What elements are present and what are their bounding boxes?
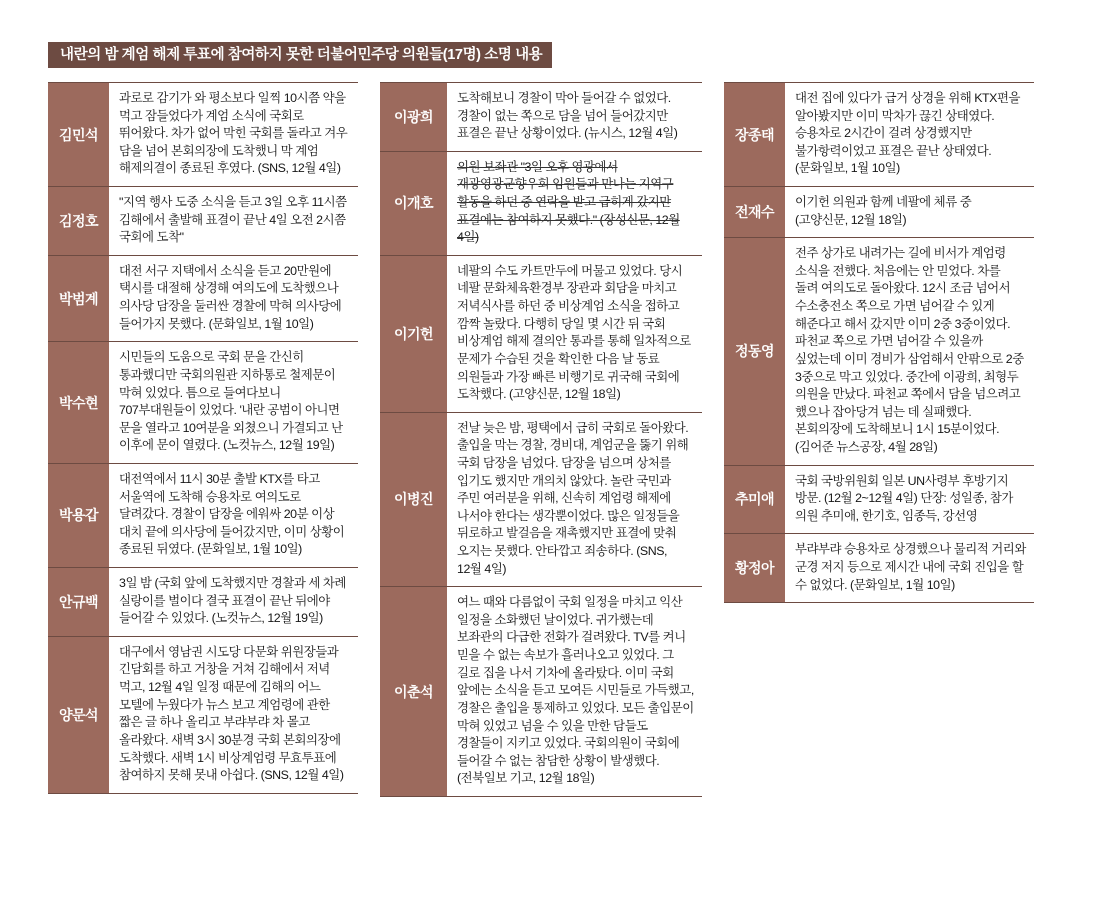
member-name: 이춘석 [380,587,448,796]
table-row [48,464,358,568]
table-columns [48,82,1052,797]
column-1 [48,82,358,794]
member-statement: 과로로 감기가 와 평소보다 일찍 10시쯤 약을 먹고 잠들었다가 계엄 소식에 국회로 뛰어왔다. 차가 없어 막힌 국회를 돌라고 겨우 담을 넘어 본회의장에 도착했니 막 계엄 해제의결이 종료된 후였다. (SNS, 12월 4일) [119,91,348,176]
member-statement: 전날 늦은 밤, 평택에서 급히 국회로 돌아왔다. 출입을 막는 경찰, 경비대, 계엄군을 뚫기 위해 국회 담장을 넘었다. 담장을 넘으며 상처를 입기도 했지만 개의치 않았다. 놀란 국민과 주민 여러분을 위해, 신속히 계엄령 해제에 나서야 한다는 생각뿐이었다. 많은 일정들을 뒤로하고 발걸음을 재촉했지만 표결에 맞춰 오지는 못했다. 안타깝고 죄송하다. (SNS, 12월 4일) [457,420,689,576]
member-name: 김민석 [48,83,110,186]
member-statement: 대전역에서 11시 30분 출발 KTX를 타고 서울역에 도착해 승용차로 여의도로 달려갔다. 경찰이 담장을 에워싸 20분 이상 대치 끝에 의사당에 들어갔지만, 이미 상황이 종료된 뒤였다. (문화일보, 1월 10일) [119,471,345,557]
member-statement: 부랴부랴 승용차로 상경했으나 물리적 거리와 군경 저지 등으로 제시간 내에 국회 진입을 할 수 없었다. (문화일보, 1월 10일) [795,542,1026,592]
member-statement: 3일 밤 (국회 앞에 도착했지만 경찰과 세 차례 실랑이를 벌이다 결국 표결이 끝난 뒤에야 들어갈 수 있었다. (노컷뉴스, 12월 19일) [119,576,346,626]
member-name: 양문석 [48,637,110,793]
table-row [380,256,702,413]
table-row [48,342,358,464]
member-statement: 의원 보좌관 "3일 오후 영광에서 재광영광군향우회 임원들과 만나는 지역구 활동을 하던 중 연락을 받고 급히게 갔지만 표결에는 참여하지 못했다." (장성신문, 12월 4일) [457,159,680,245]
member-statement: "지역 행사 도중 소식을 듣고 3일 오후 11시쯤 김해에서 출발해 표결이 끝난 4일 오전 2시쯤 국회에 도착" [119,195,347,245]
member-statement: 대전 집에 있다가 급거 상경을 위해 KTX편을 알아봤지만 이미 막차가 끊긴 상태였다. 승용차로 2시간이 걸려 상경했지만 불가항력이었고 표결은 끝난 상태였다. (문화일보, 1월 10일) [795,91,1021,176]
member-statement: 여느 때와 다름없이 국회 일정을 마치고 익산 일정을 소화했던 날이었다. 귀가했는데 보좌관의 다급한 전화가 걸려왔다. TV를 켜니 믿을 수 없는 속보가 흘러나오고 있었다. 그 길로 집을 나서 기차에 올라탔다. 이미 국회 앞에는 소식을 듣고 모여든 시민들로 가득했고, 경찰은 출입을 통제하고 있었다. 모든 출입문이 막혀 있었고 넘을 수 있을 만한 담들도 경찰들이 지키고 있었다. 국회의원이 국회에 들어갈 수 없는 참담한 상황이 발생했다. (전북일보 기고, 12월 18일) [457,595,694,786]
table-row [724,534,1034,603]
member-statement: 대구에서 영남권 시도당 다문화 위원장들과 긴담회를 하고 거창을 거쳐 김해에서 저녁 먹고, 12월 4일 일정 때문에 김해의 어느 모텔에 누웠다가 뉴스 보고 계엄령에 관한 짧은 글 하나 올리고 부랴부랴 차 몰고 올라왔다. 새벽 3시 30분경 국회 본회의장에 도착했다. 새벽 1시 비상계엄령 무효투표에 참여하지 못해 못내 아쉽다. (SNS, 12월 4일) [119,644,344,783]
table-row [724,466,1034,535]
member-statement: 시민들의 도움으로 국회 문을 간신히 통과했디만 국회의원관 지하통로 철제문이 막혀 있었다. 틈으로 들여다보니 707부대원들이 있었다. '내란 공범이 아니면 문을 열라고 10여분을 외쳤으니 가결되고 난 이후에 문이 열렸다. (노컷뉴스, 12월 19일) [119,350,343,453]
member-statement: 네팔의 수도 카트만두에 머물고 있었다. 당시 네팔 문화체육환경부 장관과 회담을 마치고 저녁식사를 하던 중 비상계엄 소식을 접하고 깜짝 놀랐다. 다행히 당일 몇 시간 뒤 국회 비상계엄 해제 결의안 통과를 통해 일차적으로 문제가 수습된 것을 확인한 다음 날 동료 의원들과 가장 빠른 비행기로 귀국해 국회에 도착했다. (고양신문, 12월 18일) [457,263,691,402]
member-name: 안규백 [48,568,110,636]
member-name: 황정아 [724,534,786,602]
member-statement: 이기헌 의원과 함께 네팔에 체류 중 (고양신문, 12월 18일) [795,195,972,227]
table-row [380,152,702,256]
table-row [48,256,358,342]
member-statement: 대전 서구 지택에서 소식을 듣고 20만원에 택시를 대절해 상경해 여의도에 도착했으나 의사당 담장을 둘러싼 경찰에 막혀 의사당에 들어가지 못했다. (문화일보, 1월 10일) [119,263,342,331]
table-row [380,82,702,152]
column-2 [380,82,702,797]
table-row [48,82,358,187]
table-row [724,238,1034,465]
member-name: 전재수 [724,187,786,237]
title-bar-wrapper [48,42,1052,68]
member-name: 김정호 [48,187,110,255]
member-statement: 국회 국방위원회 일본 UN사령부 후방기지 방문. (12월 2~12월 4일) 단장: 성일종, 참가 의원 추미애, 한기호, 임종득, 강선영 [795,473,1013,523]
page-title: 내란의 밤 계엄 해제 투표에 참여하지 못한 더불어민주당 의원들(17명) 소명 내용 [48,42,552,68]
member-name: 박수현 [48,342,110,463]
column-3 [724,82,1034,603]
table-row [724,82,1034,187]
member-name: 이기헌 [380,256,448,412]
table-row [380,413,702,587]
table-row [380,587,702,797]
table-row [48,568,358,637]
member-name: 박범계 [48,256,110,341]
member-name: 장종태 [724,83,786,186]
member-name: 정동영 [724,238,786,464]
member-name: 추미애 [724,466,786,534]
member-statement: 도착해보니 경찰이 막아 들어갈 수 없었다. 경찰이 없는 쪽으로 담을 넘어 들어갔지만 표결은 끝난 상황이었다. (뉴시스, 12월 4일) [457,91,678,141]
member-name: 이병진 [380,413,448,586]
table-row [48,637,358,794]
table-row [724,187,1034,238]
member-statement: 전주 상가로 내려가는 길에 비서가 계엄령 소식을 전했다. 처음에는 안 믿었다. 차를 돌려 여의도로 돌아왔다. 12시 조금 넘어서 수소충전소 쪽으로 가면 넘어갈 수 있게 해준다고 해서 갔지만 이미 2중 3중이었다. 파천교 쪽으로 가면 넘어갈 수 있을까 싶었는데 이미 경비가 삼엄해서 안팎으로 2중 3중으로 막고 있었다. 중간에 이광희, 최형두 의원을 만났다. 파천교 쪽에서 담을 넘으려고 했으나 잡아당겨 넘는 데 실패했다. 본회의장에 도착해보니 1시 15분이었다. (김어준 뉴스공장, 4월 28일) [795,246,1024,454]
table-row [48,187,358,256]
member-name: 이광희 [380,83,448,151]
member-name: 박용갑 [48,464,110,567]
member-name: 이개호 [380,152,448,255]
